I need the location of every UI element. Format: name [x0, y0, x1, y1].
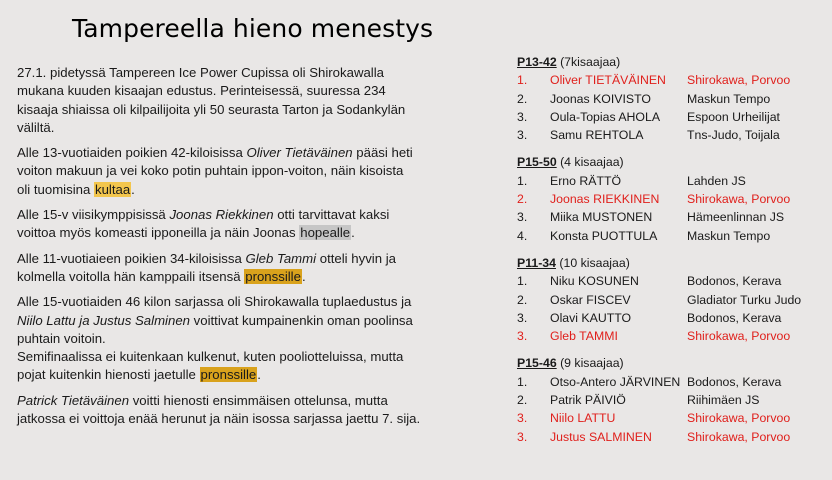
- result-row: [517, 272, 829, 290]
- text-line: pojat kuitenkin hienosti jaetulle pronssille.: [17, 367, 261, 383]
- category-count: (9 kisaajaa): [556, 356, 624, 371]
- category-code: P11-34: [517, 255, 556, 270]
- text-line: Alle 15-v viisikymppisissä Joonas Riekkinen otti tarvittavat kaksi: [17, 207, 390, 223]
- text-line: Niilo Lattu ja Justus Salminen voittivat kumpainenkin oman poolinsa: [17, 312, 413, 328]
- text-line: jatkossa ei voittoja enää herunut ja näin isossa sarjassa jaettu 7. sija.: [17, 411, 421, 427]
- athlete-name: Niilo LATTU: [550, 411, 616, 426]
- category-code: P15-50: [517, 155, 557, 170]
- athlete-name: Miika MUSTONEN: [550, 210, 653, 225]
- paragraph-niilo-justus: [17, 293, 497, 384]
- paragraph-intro: [17, 64, 497, 137]
- category-code: P13-42: [517, 55, 557, 69]
- club-name: Shirokawa, Porvoo: [687, 429, 791, 444]
- placement: 3.: [517, 429, 528, 444]
- text-line: Alle 13-vuotiaiden poikien 42-kiloisissa Oliver Tietäväinen pääsi heti: [17, 145, 413, 161]
- result-category: [517, 254, 829, 345]
- result-row: [517, 227, 829, 245]
- silver-medal-highlight: hopealle: [300, 225, 351, 241]
- text-line: puhtain voitoin.: [17, 330, 106, 346]
- text-line: 27.1. pidetyssä Tampereen Ice Power Cupissa oli Shirokawalla: [17, 65, 385, 80]
- result-row: [517, 108, 829, 126]
- text-line: kolmella voitolla hän kamppaili itsensä pronssille.: [17, 268, 306, 284]
- athlete-name: Oliver TIETÄVÄINEN: [550, 73, 666, 88]
- placement: 3.: [517, 128, 528, 143]
- paragraph-gleb: [17, 250, 497, 287]
- placement: 3.: [517, 329, 528, 344]
- result-category: [517, 153, 829, 244]
- bronze-medal-highlight: pronssille: [200, 367, 257, 383]
- placement: 3.: [517, 310, 528, 325]
- club-name: Maskun Tempo: [687, 228, 771, 243]
- result-row: [517, 90, 829, 108]
- club-name: Gladiator Turku Judo: [687, 292, 802, 307]
- category-count: (7kisaajaa): [556, 55, 621, 69]
- athlete-name: Oliver Tietäväinen: [246, 145, 353, 161]
- club-name: Riihimäen JS: [687, 393, 760, 408]
- athlete-name: Joonas Riekkinen: [169, 207, 274, 223]
- athlete-name: Konsta PUOTTULA: [550, 228, 658, 243]
- club-name: Maskun Tempo: [687, 91, 771, 106]
- placement: 3.: [517, 210, 528, 225]
- result-row: [517, 71, 829, 89]
- gold-medal-highlight: kultaa: [94, 181, 131, 197]
- athlete-name: Niilo Lattu ja Justus Salminen: [17, 312, 190, 328]
- result-row: [517, 208, 829, 226]
- placement: 3.: [517, 411, 528, 426]
- text-line: oli tuomisina kultaa.: [17, 181, 135, 197]
- result-row: [517, 309, 829, 327]
- athlete-name: Patrik PÄIVIÖ: [550, 393, 626, 408]
- club-name: Hämeenlinnan JS: [687, 210, 785, 225]
- bronze-medal-highlight: pronssille: [245, 268, 301, 284]
- club-name: Shirokawa, Porvoo: [687, 73, 791, 88]
- athlete-name: Niku KOSUNEN: [550, 274, 639, 289]
- placement: 3.: [517, 109, 528, 124]
- club-name: Lahden JS: [687, 173, 746, 188]
- result-row: [517, 373, 829, 391]
- result-category: [517, 53, 829, 144]
- club-name: Shirokawa, Porvoo: [687, 411, 791, 426]
- placement: 2.: [517, 292, 528, 307]
- athlete-name: Oskar FISCEV: [550, 292, 631, 307]
- athlete-name: Joonas RIEKKINEN: [550, 192, 660, 207]
- athlete-name: Samu REHTOLA: [550, 128, 644, 143]
- category-heading: [517, 153, 829, 171]
- category-count: (10 kisaajaa): [555, 255, 630, 270]
- athlete-name: Joonas KOIVISTO: [550, 91, 651, 106]
- club-name: Bodonos, Kerava: [687, 310, 782, 325]
- text-line: Alle 15-vuotiaiden 46 kilon sarjassa oli Shirokawalla tuplaedustus ja: [17, 294, 412, 310]
- placement: 1.: [517, 274, 528, 289]
- placement: 1.: [517, 374, 528, 389]
- article-body: [17, 64, 497, 428]
- text-line: Semifinaalissa ei kuitenkaan kulkenut, kuten pooliotteluissa, mutta: [17, 349, 404, 365]
- results-panel: [517, 53, 829, 455]
- result-category: [517, 354, 829, 445]
- paragraph-patrick: [17, 392, 497, 429]
- text-line: Patrick Tietäväinen voitti hienosti ensimmäisen ottelunsa, mutta: [17, 392, 388, 408]
- athlete-name: Otso-Antero JÄRVINEN: [550, 374, 681, 389]
- category-heading: [517, 354, 829, 372]
- club-name: Tns-Judo, Toijala: [687, 128, 780, 143]
- athlete-name: Patrick Tietäväinen: [17, 392, 130, 408]
- club-name: Espoon Urheilijat: [687, 109, 780, 124]
- club-name: Shirokawa, Porvoo: [687, 329, 791, 344]
- athlete-name: Olavi KAUTTO: [550, 310, 632, 325]
- placement: 2.: [517, 393, 528, 408]
- text-line: voiton makuun ja vei koko potin puhtain ippon-voiton, näin kisoista: [17, 163, 404, 179]
- result-row: [517, 190, 829, 208]
- result-row: [517, 391, 829, 409]
- result-row: [517, 126, 829, 144]
- text-line: mukana kuuden kisaajan edustus. Perinteisessä, suuressa 234: [17, 83, 386, 99]
- placement: 2.: [517, 91, 528, 106]
- athlete-name: Erno RÄTTÖ: [550, 173, 622, 188]
- text-line: Alle 11-vuotiaieen poikien 34-kiloisissa Gleb Tammi otteli hyvin ja: [17, 250, 396, 266]
- paragraph-oliver: [17, 144, 497, 199]
- text-line: väliltä.: [17, 119, 55, 135]
- athlete-name: Justus SALMINEN: [550, 429, 652, 444]
- result-row: [517, 172, 829, 190]
- result-row: [517, 291, 829, 309]
- text-line: voittoa myös komeasti ipponeilla ja näin Joonas hopealle.: [17, 225, 355, 241]
- athlete-name: Oula-Topias AHOLA: [550, 109, 661, 124]
- category-count: (4 kisaajaa): [556, 155, 624, 170]
- placement: 4.: [517, 228, 528, 243]
- club-name: Shirokawa, Porvoo: [687, 192, 791, 207]
- placement: 1.: [517, 173, 528, 188]
- category-code: P15-46: [517, 356, 557, 371]
- result-row: [517, 409, 829, 427]
- category-heading: [517, 254, 829, 272]
- page-title: Tampereella hieno menestys: [72, 14, 434, 43]
- paragraph-joonas: [17, 206, 497, 243]
- result-row: [517, 327, 829, 345]
- club-name: Bodonos, Kerava: [687, 274, 782, 289]
- category-heading: [517, 53, 829, 71]
- athlete-name: Gleb TAMMI: [550, 329, 618, 344]
- placement: 1.: [517, 73, 528, 88]
- club-name: Bodonos, Kerava: [687, 374, 782, 389]
- athlete-name: Gleb Tammi: [245, 250, 317, 266]
- text-line: kisaaja shiaissa oli kilpailijoita yli 50 seurasta Tarton ja Sodankylän: [17, 101, 406, 117]
- placement: 2.: [517, 192, 528, 207]
- result-row: [517, 428, 829, 446]
